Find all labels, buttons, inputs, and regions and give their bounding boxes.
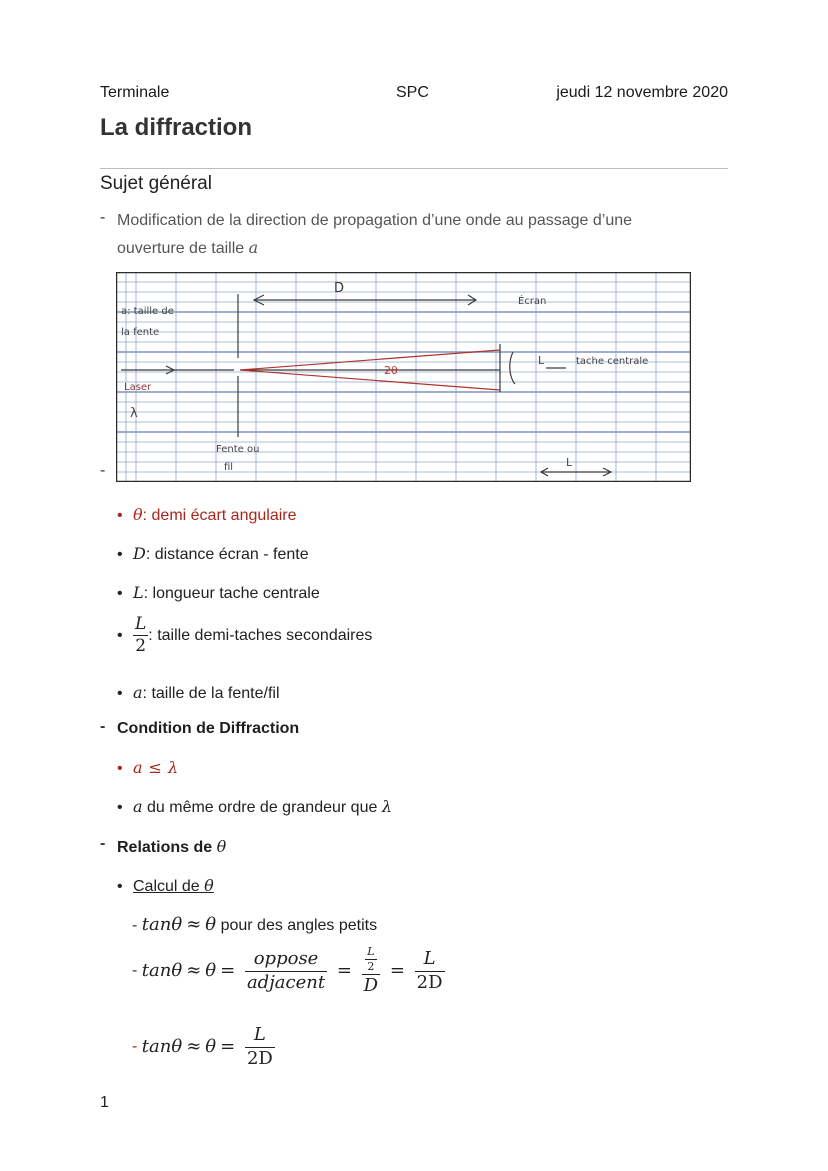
sketch-label-laser: Laser (124, 382, 152, 393)
condition-dash: - (100, 718, 106, 735)
section-heading: Sujet général (100, 173, 212, 194)
title-divider (100, 168, 728, 169)
fraction-half-L-over-D: $\frac{\frac{L}{2}}{D}$ (363, 945, 379, 996)
sketch-label-fil: fil (224, 462, 234, 473)
sketch-label-a-taille: a: taille de (121, 306, 174, 317)
sketch-label-lambda: λ (130, 406, 138, 421)
symbol-theta: θ (133, 505, 143, 524)
sketch-label-ecran: Écran (518, 296, 547, 307)
definition-D: • D: distance écran - fente (117, 544, 309, 563)
equation-tan-ratio: - tanθ ≈ θ = $\frac{\text{oppose}}{\text{adjacent}}$ = $\frac{\frac{L}{2}}{D}$ = $\frac{L}{2D}$ (132, 945, 443, 996)
fraction-L-over-2D: $\frac{L}{2D}$ (416, 948, 443, 993)
definition-text: : taille de la fente/fil (142, 685, 280, 702)
condition-heading: Condition de Diffraction (117, 720, 300, 737)
intro-var: a (248, 238, 259, 257)
definition-text: : taille demi-taches secondaires (148, 626, 373, 644)
sketch-dash: - (100, 462, 106, 479)
symbol-L: L (133, 583, 144, 602)
fraction-L-over-2: $\frac{L}{2}$ (135, 614, 147, 657)
calcul-item: • Calcul de θ (117, 876, 214, 895)
header-subject: SPC (396, 84, 429, 101)
relations-heading: Relations de θ (117, 837, 227, 856)
header-subject-level: Terminale (100, 84, 170, 101)
symbol-D: D (133, 544, 146, 563)
sketch-label-L: L (538, 354, 545, 367)
sketch-label-tache-centrale: tache centrale (576, 356, 649, 367)
definition-a: • a: taille de la fente/fil (117, 683, 280, 702)
intro-line-2-text: ouverture de taille (117, 240, 245, 257)
definition-text: : distance écran - fente (145, 546, 309, 563)
fraction-oppose-adjacent: $\frac{\text{oppose}}{\text{adjacent}}$ (246, 948, 326, 993)
sketch-label-L-bottom: L (566, 456, 573, 469)
intro-dash: - (100, 209, 106, 226)
sketch-label-two-theta: 2θ (384, 364, 398, 377)
definition-L: • L: longueur tache centrale (117, 583, 320, 602)
definition-text: : demi écart angulaire (142, 507, 297, 524)
definition-L-half: • $\frac{L}{2}$ : taille demi-taches secondaires (117, 614, 373, 657)
intro-line-1: Modification de la direction de propagation d’une onde au passage d’une (117, 212, 633, 229)
condition-item-2: • a du même ordre de grandeur que λ (117, 797, 392, 816)
calcul-label: Calcul de θ (133, 876, 214, 895)
sketch-label-la-fente: la fente (121, 327, 160, 338)
fraction-L-over-2D-result: $\frac{L}{2D}$ (246, 1024, 273, 1069)
page-title: La diffraction (100, 114, 253, 141)
sketch-label-fente-ou: Fente ou (216, 444, 260, 455)
equation-result: - tanθ ≈ θ = $\frac{L}{2D}$ (132, 1024, 273, 1069)
diffraction-sketch (116, 272, 691, 482)
equation-small-angle: - tanθ ≈ θ pour des angles petits (132, 914, 378, 935)
definition-text: : longueur tache centrale (143, 585, 320, 602)
symbol-a: a (133, 683, 143, 702)
condition-item-1: • a ≤ λ (117, 758, 179, 777)
relations-dash: - (100, 835, 106, 852)
definition-theta: • θ: demi écart angulaire (117, 505, 297, 524)
sketch-label-D: D (334, 281, 345, 296)
page-number: 1 (100, 1094, 109, 1111)
header-date: jeudi 12 novembre 2020 (556, 84, 728, 101)
intro-line-2 (117, 238, 258, 258)
